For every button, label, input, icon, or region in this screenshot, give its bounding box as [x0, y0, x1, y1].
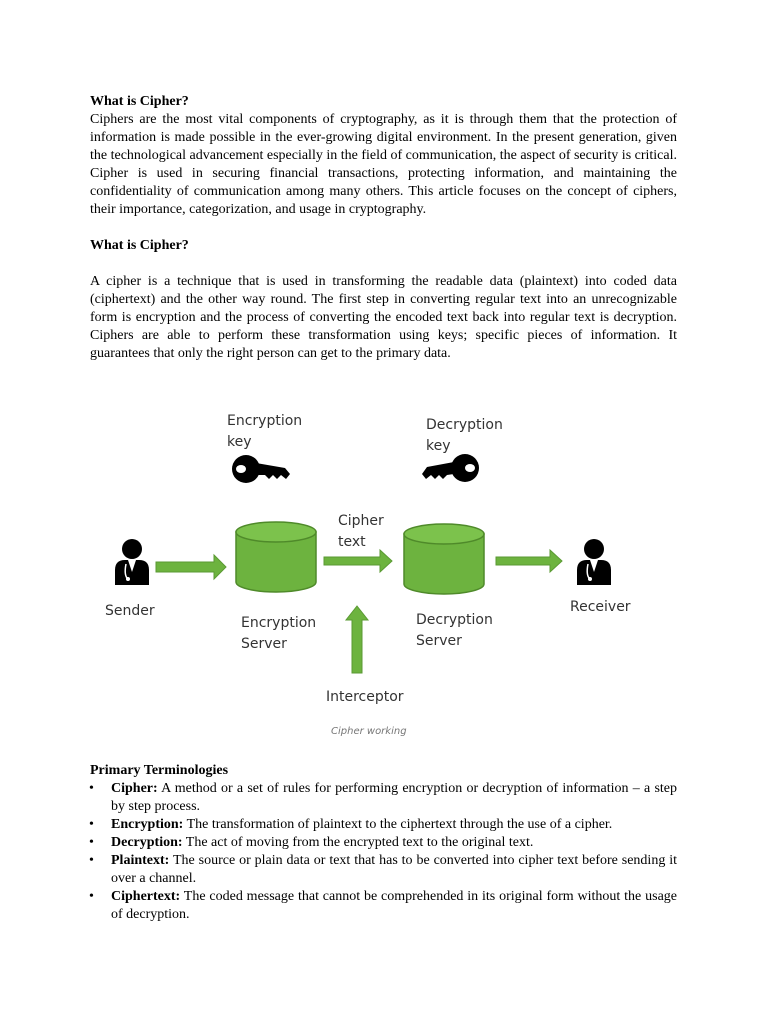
- bullet-icon: •: [89, 781, 94, 796]
- decryption-server-label: Decryption Server: [416, 612, 493, 649]
- term-definition: The transformation of plaintext to the ciphertext through the use of a cipher.: [183, 817, 613, 832]
- bullet-icon: •: [89, 889, 94, 904]
- sender-label: Sender: [105, 603, 155, 619]
- term-definition: The coded message that cannot be comprehended in its original form without the usage of decryption.: [111, 889, 677, 922]
- list-item: [90, 780, 677, 816]
- decryption-key-label: Decryption key: [426, 417, 503, 454]
- section-paragraph: A cipher is a technique that is used in transforming the readable data (plaintext) into coded data (ciphertext) and the other way round. The first step in converting regular text into an unrecognizable form is encryption and the process of converting the encoded text back into regular text is decryption. Ciphers are able to perform these transformation using keys; specific pieces of information. It guarantees that only the right person can get to the primary data.: [90, 274, 677, 361]
- receiver-person-icon: [577, 539, 611, 585]
- bullet-icon: •: [89, 853, 94, 868]
- cipher-diagram: [90, 402, 650, 747]
- encryption-server-label: Encryption Server: [241, 615, 317, 652]
- document-body: [90, 93, 677, 363]
- term-definition: A method or a set of rules for performing encryption or decryption of information – a step by step process.: [111, 781, 677, 814]
- term-name: Cipher:: [111, 781, 158, 796]
- term-name: Decryption:: [111, 835, 183, 850]
- receiver-label: Receiver: [570, 599, 631, 615]
- bullet-icon: •: [89, 835, 94, 850]
- cipher-text-label: Cipher text: [338, 513, 384, 550]
- decryption-key-icon: [422, 454, 479, 482]
- term-name: Plaintext:: [111, 853, 170, 868]
- term-definition: The act of moving from the encrypted text to the original text.: [182, 835, 534, 850]
- intro-paragraph: Ciphers are the most vital components of cryptography, as it is through them that the protection of information is made possible in the ever-growing digital environment. In the present generation, given the technological advancement especially in the field of communication, the aspect of security is critical. Cipher is used in securing financial transactions, protecting information, and maintaining the confidentiality of communication among many others. This article focuses on the concept of ciphers, their importance, categorization, and usage in cryptography.: [90, 112, 678, 217]
- intro-heading: What is Cipher?: [90, 94, 189, 109]
- list-item: [90, 888, 677, 924]
- interceptor-label: Interceptor: [326, 689, 404, 705]
- decryption-server-icon: [404, 524, 484, 594]
- encryption-key-label: Encryption key: [227, 413, 303, 450]
- term-name: Ciphertext:: [111, 889, 181, 904]
- terms-heading: Primary Terminologies: [90, 763, 229, 778]
- sender-person-icon: [115, 539, 149, 585]
- encryption-key-icon: [232, 455, 290, 483]
- list-item: [90, 834, 677, 852]
- arrow-to-receiver: [496, 550, 562, 572]
- primary-terminologies: [90, 762, 677, 924]
- figure-caption: Cipher working: [331, 726, 407, 737]
- interceptor-arrow: [346, 606, 368, 673]
- bullet-icon: •: [89, 817, 94, 832]
- list-item: [90, 852, 677, 888]
- arrow-to-encryption: [156, 555, 226, 579]
- term-name: Encryption:: [111, 817, 184, 832]
- arrow-cipher-text: [324, 550, 392, 572]
- list-item: [90, 816, 677, 834]
- terms-list: [90, 780, 677, 924]
- encryption-server-icon: [236, 522, 316, 592]
- section-heading: What is Cipher?: [90, 238, 189, 253]
- term-definition: The source or plain data or text that has to be converted into cipher text before sending it over a channel.: [111, 853, 677, 886]
